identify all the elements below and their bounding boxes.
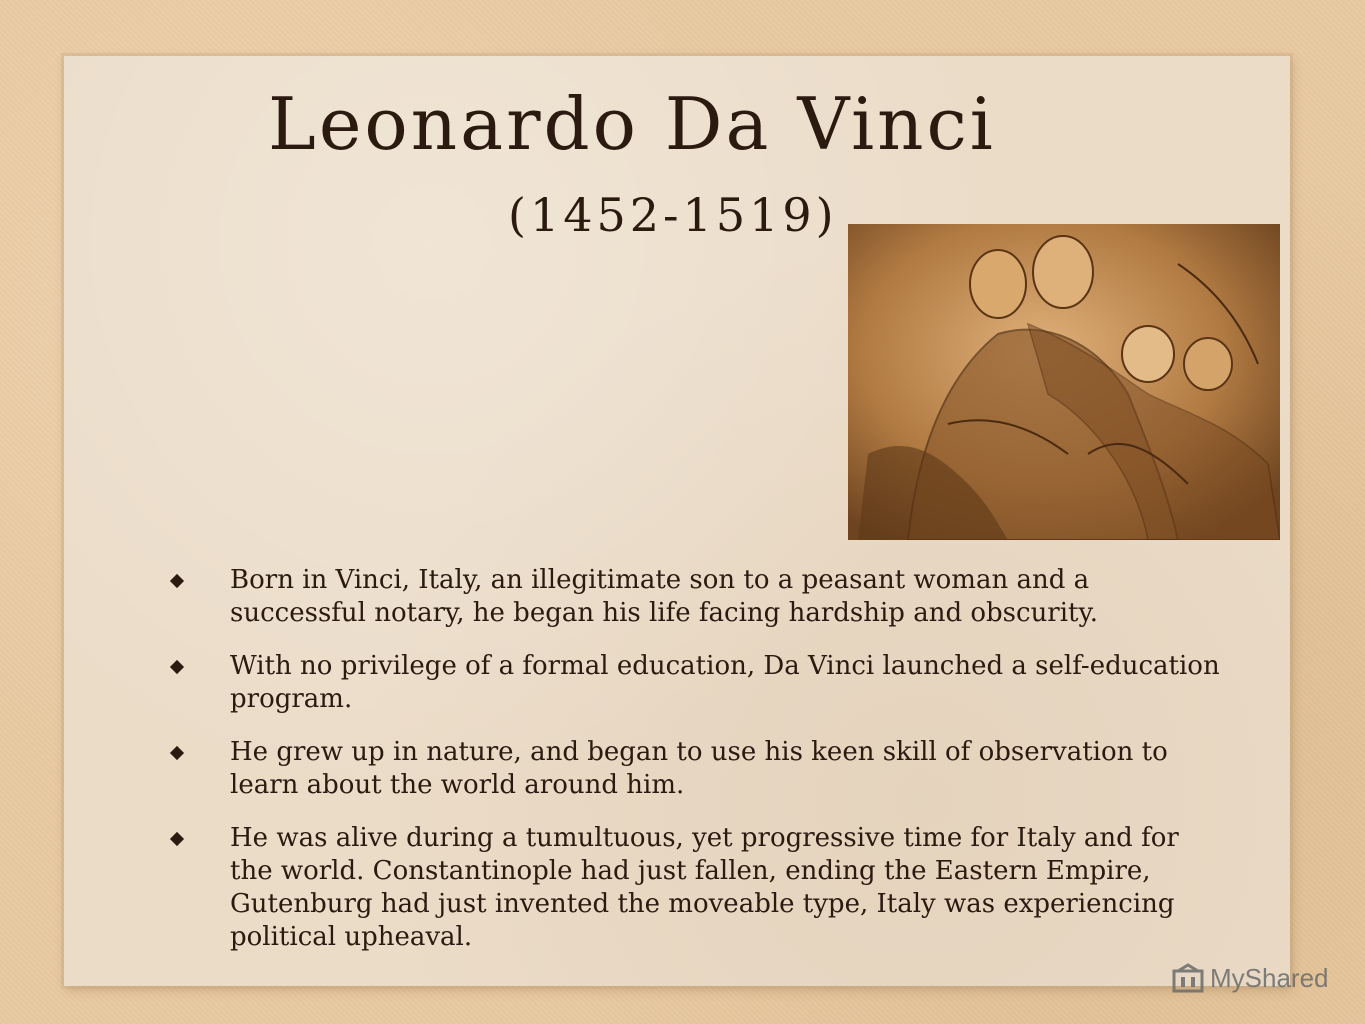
bullet-text: With no privilege of a formal education, Da Vinci launched a self-education program. xyxy=(230,651,1220,714)
sepia-drawing-image xyxy=(848,224,1280,540)
bullet-icon xyxy=(170,660,184,674)
bullet-text: Born in Vinci, Italy, an illegitimate son to a peasant woman and a successful notary, he began his life facing hardship and obscurity. xyxy=(230,565,1099,628)
bullet-icon xyxy=(170,832,184,846)
list-item xyxy=(172,650,1222,716)
slide-subtitle: (1452-1519) xyxy=(508,188,838,242)
bullet-text: He grew up in nature, and began to use his keen skill of observation to learn about the world around him. xyxy=(230,737,1168,800)
myshared-logo-icon xyxy=(1172,963,1204,993)
bullet-text: He was alive during a tumultuous, yet progressive time for Italy and for the world. Constantinople had just fallen, ending the Eastern Empire, Gutenburg had just invented the moveable type, Italy was experiencing political upheaval. xyxy=(230,823,1179,952)
bullet-icon xyxy=(170,746,184,760)
list-item xyxy=(172,564,1222,630)
bullet-list xyxy=(172,564,1222,974)
bullet-icon xyxy=(170,574,184,588)
list-item xyxy=(172,736,1222,802)
list-item xyxy=(172,822,1222,954)
myshared-watermark xyxy=(1172,962,1329,994)
watermark-text: MyShared xyxy=(1210,962,1329,993)
slide-title: Leonardo Da Vinci xyxy=(268,82,996,166)
